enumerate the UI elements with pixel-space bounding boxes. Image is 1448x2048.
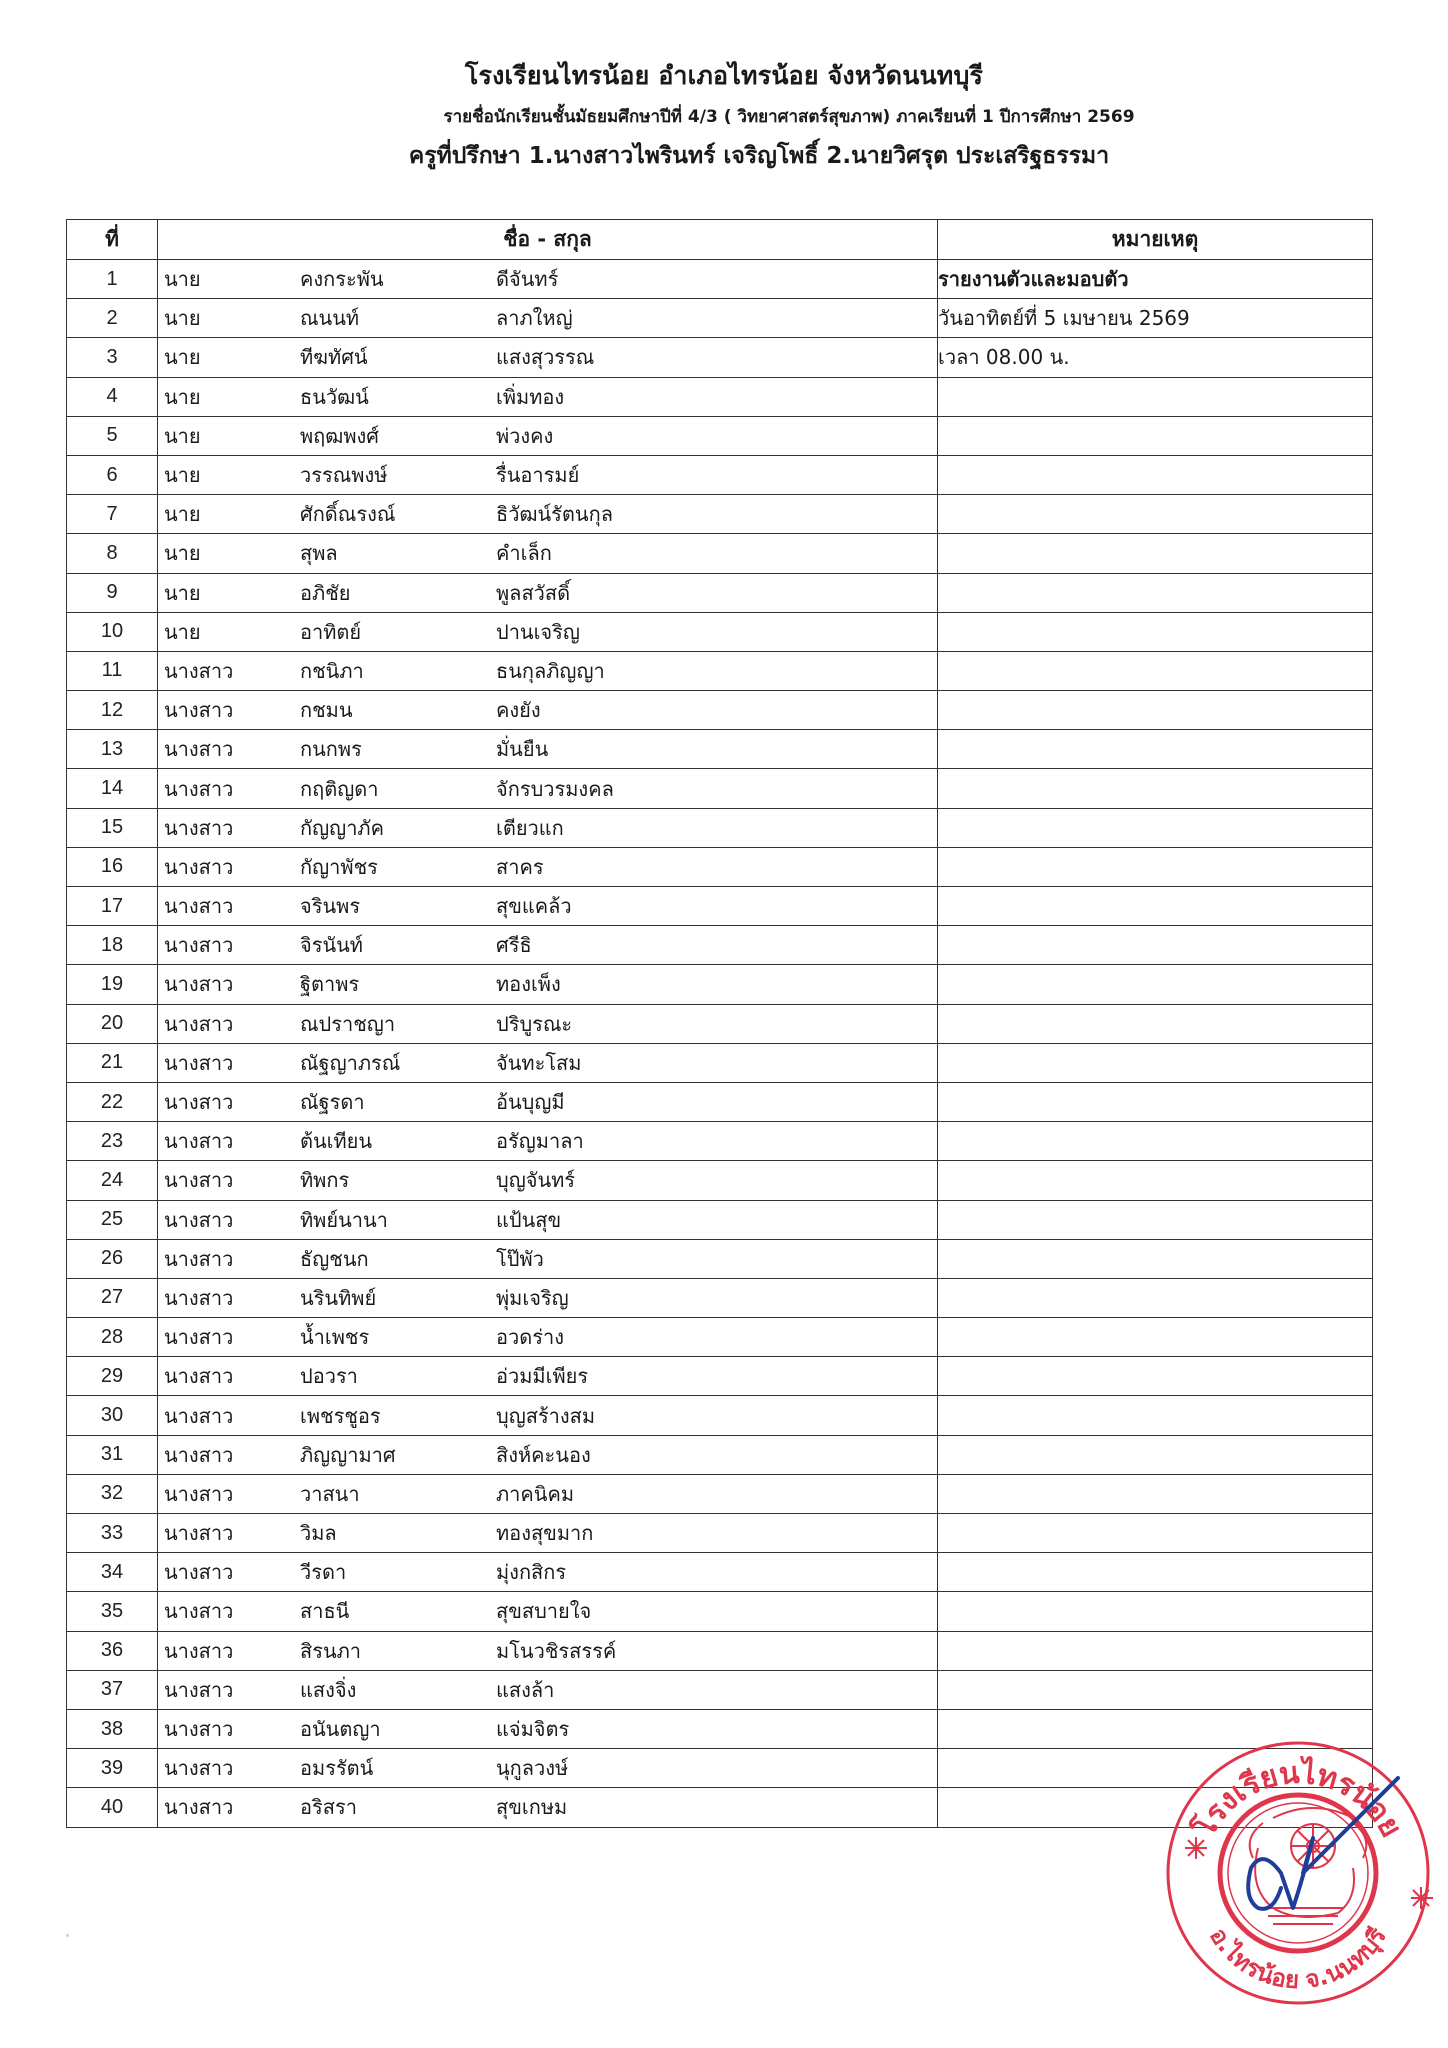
name-prefix: นางสาว	[164, 1011, 234, 1036]
first-name: ณัฐญาภรณ์	[300, 1050, 401, 1075]
first-name: อนันตญา	[300, 1717, 381, 1742]
student-name-cell	[158, 1004, 938, 1043]
row-number: 1	[67, 260, 158, 299]
table-row	[67, 1474, 1373, 1513]
row-number: 23	[67, 1122, 158, 1161]
student-name-cell	[158, 651, 938, 690]
last-name: นุกูลวงษ์	[496, 1756, 569, 1781]
row-number: 36	[67, 1631, 158, 1670]
student-name-cell	[158, 1553, 938, 1592]
first-name: ณัฐรดา	[300, 1090, 365, 1115]
first-name: กชมน	[300, 698, 353, 723]
name-prefix: นางสาว	[164, 815, 234, 840]
table-row	[67, 1592, 1373, 1631]
name-prefix: นางสาว	[164, 1207, 234, 1232]
row-number: 30	[67, 1396, 158, 1435]
student-name-cell	[158, 1082, 938, 1121]
table-row	[67, 416, 1373, 455]
last-name: ปานเจริญ	[496, 619, 580, 644]
name-prefix: นาย	[164, 619, 201, 644]
name-prefix: นางสาว	[164, 1599, 234, 1624]
table-row	[67, 965, 1373, 1004]
row-number: 40	[67, 1788, 158, 1827]
last-name: จักรบวรมงคล	[496, 776, 614, 801]
note-cell	[938, 377, 1373, 416]
table-row	[67, 651, 1373, 690]
note-cell	[938, 1318, 1373, 1357]
student-name-cell	[158, 1239, 938, 1278]
name-prefix: นางสาว	[164, 933, 234, 958]
table-row	[67, 730, 1373, 769]
first-name: จรินพร	[300, 894, 361, 919]
last-name: จันทะโสม	[496, 1050, 582, 1075]
name-prefix: นางสาว	[164, 1403, 234, 1428]
row-number: 2	[67, 299, 158, 338]
last-name: แสงล้า	[496, 1677, 555, 1702]
last-name: เพิ่มทอง	[496, 384, 565, 409]
row-number: 38	[67, 1709, 158, 1748]
first-name: ทีฆทัศน์	[300, 345, 368, 370]
first-name: ปอวรา	[300, 1364, 358, 1389]
table-row	[67, 926, 1373, 965]
student-name-cell	[158, 1122, 938, 1161]
row-number: 20	[67, 1004, 158, 1043]
student-name-cell	[158, 808, 938, 847]
row-number: 16	[67, 847, 158, 886]
advisor-line: ครูที่ปรึกษา 1.นางสาวไพรินทร์ เจริญโพธิ์ 2.นายวิศรุต ประเสริฐธรรมา	[408, 143, 1110, 169]
note-cell	[938, 1043, 1373, 1082]
table-row	[67, 1043, 1373, 1082]
name-prefix: นางสาว	[164, 1168, 234, 1193]
first-name: กัญาพัชร	[300, 854, 378, 879]
first-name: วีรดา	[300, 1560, 347, 1585]
first-name: อาทิตย์	[300, 619, 362, 644]
student-name-cell	[158, 1670, 938, 1709]
first-name: สุพล	[300, 541, 338, 566]
first-name: นรินทิพย์	[300, 1285, 377, 1310]
note-cell	[938, 1592, 1373, 1631]
name-prefix: นางสาว	[164, 1756, 234, 1781]
student-roster-table	[66, 219, 1373, 1828]
table-row	[67, 1670, 1373, 1709]
name-prefix: นางสาว	[164, 658, 234, 683]
row-number: 14	[67, 769, 158, 808]
first-name: คงกระพัน	[300, 267, 384, 292]
first-name: เพชรชูอร	[300, 1403, 381, 1428]
table-row	[67, 612, 1373, 651]
name-prefix: นางสาว	[164, 1129, 234, 1154]
row-number: 33	[67, 1514, 158, 1553]
last-name: อ้นบุญมี	[496, 1090, 565, 1115]
name-prefix: นางสาว	[164, 1050, 234, 1075]
row-number: 27	[67, 1278, 158, 1317]
row-number: 10	[67, 612, 158, 651]
row-number: 29	[67, 1357, 158, 1396]
note-cell	[938, 887, 1373, 926]
last-name: ลาภใหญ่	[496, 306, 573, 331]
row-number: 32	[67, 1474, 158, 1513]
student-name-cell	[158, 338, 938, 377]
row-number: 34	[67, 1553, 158, 1592]
student-name-cell	[158, 1200, 938, 1239]
first-name: ศักดิ์ณรงณ์	[300, 502, 396, 527]
table-header-row	[67, 220, 1373, 260]
row-number: 31	[67, 1435, 158, 1474]
note-cell	[938, 495, 1373, 534]
row-number: 21	[67, 1043, 158, 1082]
student-name-cell	[158, 1592, 938, 1631]
first-name: กฤติญดา	[300, 776, 379, 801]
last-name: โป๊พัว	[496, 1246, 544, 1271]
note-cell	[938, 1670, 1373, 1709]
last-name: ธนกุลภิญญา	[496, 658, 605, 683]
last-name: บุญจันทร์	[496, 1168, 576, 1193]
student-name-cell	[158, 299, 938, 338]
student-name-cell	[158, 1631, 938, 1670]
scan-speck	[66, 1934, 69, 1937]
row-number: 22	[67, 1082, 158, 1121]
last-name: ภาคนิคม	[496, 1481, 575, 1506]
student-name-cell	[158, 1161, 938, 1200]
name-prefix: นาย	[164, 384, 201, 409]
table-row	[67, 1239, 1373, 1278]
first-name: อมรรัตน์	[300, 1756, 374, 1781]
student-name-cell	[158, 1043, 938, 1082]
note-cell	[938, 1239, 1373, 1278]
first-name: กัญญาภัค	[300, 815, 384, 840]
name-prefix: นาย	[164, 580, 201, 605]
student-name-cell	[158, 730, 938, 769]
column-header-note: หมายเหตุ	[938, 220, 1373, 260]
last-name: รื่นอารมย์	[496, 463, 580, 488]
row-number: 26	[67, 1239, 158, 1278]
name-prefix: นางสาว	[164, 1285, 234, 1310]
first-name: สิรนภา	[300, 1638, 362, 1663]
table-row	[67, 1631, 1373, 1670]
last-name: สุขเกษม	[496, 1795, 568, 1820]
row-number: 25	[67, 1200, 158, 1239]
first-name: วิมล	[300, 1521, 337, 1546]
last-name: คำเล็ก	[496, 541, 552, 566]
row-number: 15	[67, 808, 158, 847]
student-name-cell	[158, 1788, 938, 1827]
first-name: กชนิภา	[300, 658, 364, 683]
note-cell	[938, 416, 1373, 455]
last-name: สิงห์คะนอง	[496, 1442, 591, 1467]
last-name: ปริบูรณะ	[496, 1011, 573, 1036]
row-number: 3	[67, 338, 158, 377]
row-number: 18	[67, 926, 158, 965]
student-name-cell	[158, 887, 938, 926]
name-prefix: นางสาว	[164, 972, 234, 997]
student-name-cell	[158, 260, 938, 299]
row-number: 35	[67, 1592, 158, 1631]
table-row	[67, 1082, 1373, 1121]
name-prefix: นาย	[164, 423, 201, 448]
table-row	[67, 691, 1373, 730]
table-row	[67, 377, 1373, 416]
note-cell	[938, 769, 1373, 808]
table-row	[67, 455, 1373, 494]
column-header-no: ที่	[67, 220, 158, 260]
student-name-cell	[158, 1357, 938, 1396]
note-cell	[938, 1278, 1373, 1317]
name-prefix: นางสาว	[164, 1246, 234, 1271]
last-name: ธิวัฒน์รัตนกุล	[496, 502, 613, 527]
name-prefix: นางสาว	[164, 1795, 234, 1820]
name-prefix: นางสาว	[164, 1638, 234, 1663]
table-row	[67, 1161, 1373, 1200]
first-name: ณปราชญา	[300, 1011, 396, 1036]
note-cell	[938, 1474, 1373, 1513]
name-prefix: นางสาว	[164, 1090, 234, 1115]
table-row	[67, 1278, 1373, 1317]
note-cell	[938, 455, 1373, 494]
last-name: อรัญมาลา	[496, 1129, 584, 1154]
first-name: ฐิตาพร	[300, 972, 360, 997]
first-name: ทิพกร	[300, 1168, 350, 1193]
last-name: อวดร่าง	[496, 1325, 564, 1350]
row-number: 24	[67, 1161, 158, 1200]
table-row	[67, 1553, 1373, 1592]
student-name-cell	[158, 495, 938, 534]
name-prefix: นาย	[164, 541, 201, 566]
first-name: ธนวัฒน์	[300, 384, 369, 409]
row-number: 5	[67, 416, 158, 455]
note-cell	[938, 847, 1373, 886]
name-prefix: นาย	[164, 463, 201, 488]
table-row	[67, 534, 1373, 573]
student-name-cell	[158, 1278, 938, 1317]
first-name: พฤฒพงศ์	[300, 423, 380, 448]
table-row	[67, 260, 1373, 299]
note-cell	[938, 1122, 1373, 1161]
name-prefix: นางสาว	[164, 1717, 234, 1742]
note-cell: วันอาทิตย์ที่ 5 เมษายน 2569	[938, 299, 1373, 338]
last-name: แสงสุวรรณ	[496, 345, 595, 370]
last-name: ดีจันทร์	[496, 267, 559, 292]
first-name: อภิชัย	[300, 580, 351, 605]
note-cell: รายงานตัวและมอบตัว	[938, 260, 1373, 299]
roster-body	[67, 260, 1373, 1828]
last-name: พ่วงคง	[496, 423, 554, 448]
first-name: จิรนันท์	[300, 933, 363, 958]
last-name: พูลสวัสดิ์	[496, 580, 571, 605]
school-seal-stamp	[1163, 1738, 1433, 2008]
student-name-cell	[158, 926, 938, 965]
row-number: 6	[67, 455, 158, 494]
first-name: ทิพย์นานา	[300, 1207, 388, 1232]
student-name-cell	[158, 1396, 938, 1435]
row-number: 39	[67, 1749, 158, 1788]
first-name: ภิญญามาศ	[300, 1442, 396, 1467]
student-name-cell	[158, 534, 938, 573]
note-cell	[938, 1514, 1373, 1553]
first-name: ณนนท์	[300, 306, 360, 331]
note-cell	[938, 926, 1373, 965]
last-name: ทองเพ็ง	[496, 972, 561, 997]
note-cell	[938, 730, 1373, 769]
row-number: 4	[67, 377, 158, 416]
name-prefix: นางสาว	[164, 698, 234, 723]
student-name-cell	[158, 1318, 938, 1357]
note-cell	[938, 691, 1373, 730]
last-name: สุขแคล้ว	[496, 894, 572, 919]
last-name: คงยัง	[496, 698, 541, 723]
table-row	[67, 1357, 1373, 1396]
last-name: มโนวชิรสรรค์	[496, 1638, 617, 1663]
student-name-cell	[158, 691, 938, 730]
last-name: มุ่งกสิกร	[496, 1560, 567, 1585]
name-prefix: นางสาว	[164, 1481, 234, 1506]
stamp-top-text: โรงเรียนไทรน้อย	[1187, 1755, 1409, 1844]
row-number: 37	[67, 1670, 158, 1709]
note-cell	[938, 1553, 1373, 1592]
table-row	[67, 808, 1373, 847]
note-cell	[938, 1082, 1373, 1121]
student-name-cell	[158, 1749, 938, 1788]
name-prefix: นางสาว	[164, 1442, 234, 1467]
table-row	[67, 887, 1373, 926]
student-name-cell	[158, 1709, 938, 1748]
first-name: สาธนี	[300, 1599, 350, 1624]
table-row	[67, 1396, 1373, 1435]
table-row	[67, 1318, 1373, 1357]
table-row	[67, 1004, 1373, 1043]
school-title: โรงเรียนไทรน้อย อำเภอไทรน้อย จังหวัดนนทบุรี	[464, 61, 984, 90]
student-name-cell	[158, 455, 938, 494]
name-prefix: นางสาว	[164, 1560, 234, 1585]
first-name: ธัญชนก	[300, 1246, 369, 1271]
name-prefix: นาย	[164, 345, 201, 370]
name-prefix: นาย	[164, 306, 201, 331]
student-name-cell	[158, 847, 938, 886]
name-prefix: นางสาว	[164, 854, 234, 879]
table-row	[67, 847, 1373, 886]
column-header-name: ชื่อ - สกุล	[158, 220, 938, 260]
student-name-cell	[158, 573, 938, 612]
table-row	[67, 338, 1373, 377]
note-cell	[938, 1435, 1373, 1474]
first-name: น้ำเพชร	[300, 1325, 370, 1350]
row-number: 8	[67, 534, 158, 573]
student-name-cell	[158, 965, 938, 1004]
last-name: แจ่มจิตร	[496, 1717, 570, 1742]
name-prefix: นางสาว	[164, 1677, 234, 1702]
note-cell	[938, 1631, 1373, 1670]
last-name: สาคร	[496, 854, 544, 879]
note-cell	[938, 573, 1373, 612]
last-name: สุขสบายใจ	[496, 1599, 592, 1624]
table-row	[67, 769, 1373, 808]
name-prefix: นางสาว	[164, 1521, 234, 1546]
row-number: 11	[67, 651, 158, 690]
note-cell	[938, 612, 1373, 651]
table-row	[67, 1122, 1373, 1161]
last-name: ทองสุขมาก	[496, 1521, 594, 1546]
name-prefix: นางสาว	[164, 737, 234, 762]
note-cell	[938, 651, 1373, 690]
name-prefix: นางสาว	[164, 894, 234, 919]
table-row	[67, 1514, 1373, 1553]
first-name: ต้นเทียน	[300, 1129, 373, 1154]
student-name-cell	[158, 769, 938, 808]
note-cell	[938, 808, 1373, 847]
student-name-cell	[158, 1474, 938, 1513]
first-name: วรรณพงษ์	[300, 463, 388, 488]
table-row	[67, 1435, 1373, 1474]
name-prefix: นาย	[164, 267, 201, 292]
row-number: 13	[67, 730, 158, 769]
note-cell	[938, 1161, 1373, 1200]
stamp-bottom-text: อ.ไทรน้อย จ.นนทบุรี	[1204, 1922, 1392, 1995]
row-number: 7	[67, 495, 158, 534]
name-prefix: นางสาว	[164, 1364, 234, 1389]
table-row	[67, 495, 1373, 534]
note-cell	[938, 965, 1373, 1004]
note-cell	[938, 1004, 1373, 1043]
last-name: ศรีธิ	[496, 933, 532, 958]
name-prefix: นางสาว	[164, 776, 234, 801]
name-prefix: นางสาว	[164, 1325, 234, 1350]
note-cell	[938, 1200, 1373, 1239]
last-name: มั่นยืน	[496, 737, 549, 762]
last-name: แป้นสุข	[496, 1207, 562, 1232]
student-name-cell	[158, 612, 938, 651]
table-row	[67, 299, 1373, 338]
table-row	[67, 1200, 1373, 1239]
first-name: กนกพร	[300, 737, 362, 762]
note-cell	[938, 1396, 1373, 1435]
row-number: 12	[67, 691, 158, 730]
student-name-cell	[158, 377, 938, 416]
last-name: บุญสร้างสม	[496, 1403, 596, 1428]
row-number: 19	[67, 965, 158, 1004]
first-name: อริสรา	[300, 1795, 357, 1820]
last-name: พุ่มเจริญ	[496, 1285, 569, 1310]
last-name: อ่วมมีเพียร	[496, 1364, 589, 1389]
row-number: 9	[67, 573, 158, 612]
student-name-cell	[158, 1435, 938, 1474]
list-subtitle: รายชื่อนักเรียนชั้นมัธยมศึกษาปีที่ 4/3 ( วิทยาศาสตร์สุขภาพ) ภาคเรียนที่ 1 ปีการศึกษา 2569	[443, 107, 1135, 127]
note-cell	[938, 1357, 1373, 1396]
last-name: เตียวแก	[496, 815, 564, 840]
first-name: วาสนา	[300, 1481, 360, 1506]
student-name-cell	[158, 416, 938, 455]
note-cell	[938, 534, 1373, 573]
row-number: 28	[67, 1318, 158, 1357]
row-number: 17	[67, 887, 158, 926]
note-cell: เวลา 08.00 น.	[938, 338, 1373, 377]
student-name-cell	[158, 1514, 938, 1553]
name-prefix: นาย	[164, 502, 201, 527]
table-row	[67, 573, 1373, 612]
first-name: แสงจิ่ง	[300, 1677, 357, 1702]
